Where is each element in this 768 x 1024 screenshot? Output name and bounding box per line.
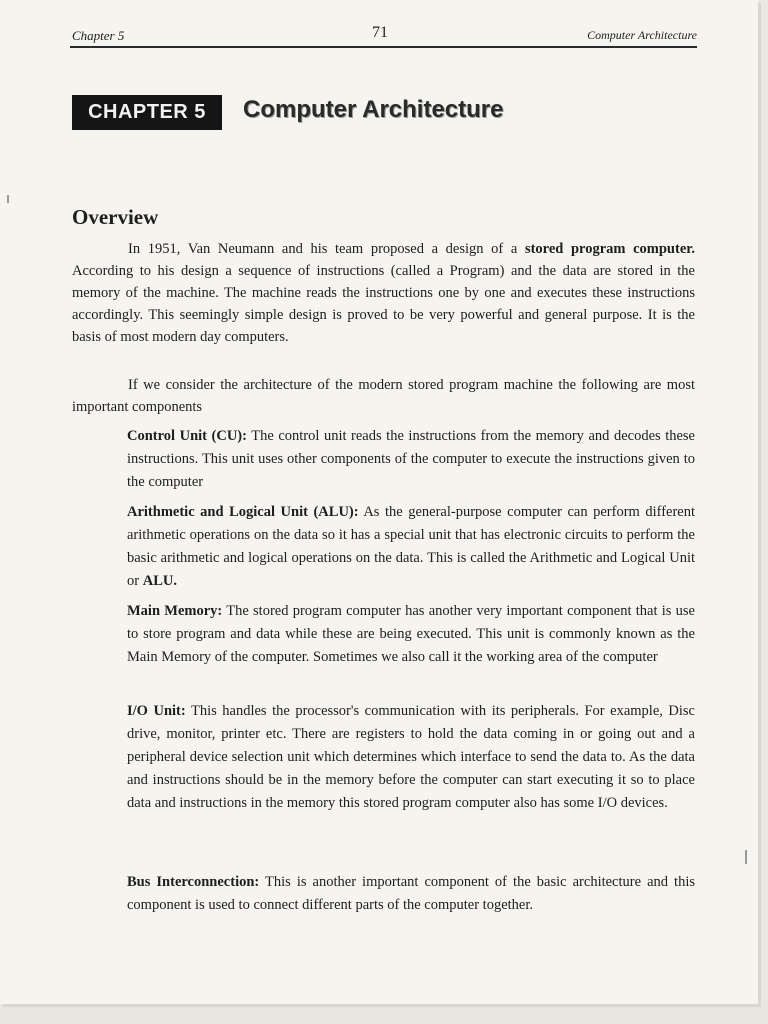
component-term: Control Unit (CU):: [127, 428, 247, 444]
chapter-label: CHAPTER 5: [72, 95, 222, 130]
component-term: I/O Unit:: [127, 703, 186, 719]
component-bus-interconnection: [127, 871, 695, 917]
component-description: The stored program computer has another very important component that is use to store program and data while these are being executed. This unit is commonly known as the Main Memory of the computer. Sometimes we also call it the working area of the computer: [127, 603, 695, 665]
component-term: Main Memory:: [127, 603, 223, 619]
component-description: This handles the processor's communication with its peripherals. For example, Disc drive, monitor, printer etc. There are registers to hold the data coming in or going out and a peripheral device selection unit which determines which interface to send the data to. As the data and instructions should be in the memory before the computer can start executing it so to place data and instructions in the memory this stored program computer also has some I/O devices.: [127, 703, 695, 811]
component-description: The control unit reads the instructions from the memory and decodes these instructions. This unit uses other components of the computer to execute the instructions given to the computer: [127, 428, 695, 490]
overview-paragraph-1: [72, 238, 695, 348]
component-alu: [127, 501, 695, 593]
component-main-memory: [127, 600, 695, 669]
page-number: 71: [372, 24, 388, 41]
component-term: Bus Interconnection:: [127, 874, 260, 890]
component-description: As the general-purpose computer can perform different arithmetic operations on the data so it has a special unit that has electronic circuits to perform the basic arithmetic and logical operations on the data. This is called the Arithmetic and Logical Unit or: [127, 504, 695, 589]
running-header-title: Computer Architecture: [587, 28, 697, 42]
component-term-abbreviation: ALU.: [142, 573, 177, 589]
running-header-chapter: Chapter 5: [72, 28, 125, 43]
chapter-title: Computer Architecture: [243, 96, 504, 123]
component-term: Arithmetic and Logical Unit (ALU):: [127, 504, 359, 520]
paragraph-text: According to his design a sequence of instructions (called a Program) and the data are stored in the memory of the machine. The machine reads the instructions one by one and executes these instructions accordingly. This seemingly simple design is proved to be very powerful and general purpose. It is the basis of most modern day computers.: [72, 263, 695, 345]
section-heading-overview: Overview: [72, 205, 159, 229]
scan-artifact-mark: [745, 850, 747, 864]
scan-artifact-mark: [7, 195, 9, 203]
emphasis-stored-program: stored program computer.: [524, 241, 695, 257]
component-control-unit: [127, 425, 695, 494]
paragraph-text: In 1951, Van Neumann and his team proposed a design of a: [128, 241, 525, 257]
component-io-unit: [127, 700, 695, 815]
component-description: This is another important component of the basic architecture and this component is used to connect different parts of the computer together.: [127, 874, 695, 913]
overview-paragraph-2: If we consider the architecture of the modern stored program machine the following are most important components: [72, 377, 695, 415]
running-header: [70, 24, 697, 48]
